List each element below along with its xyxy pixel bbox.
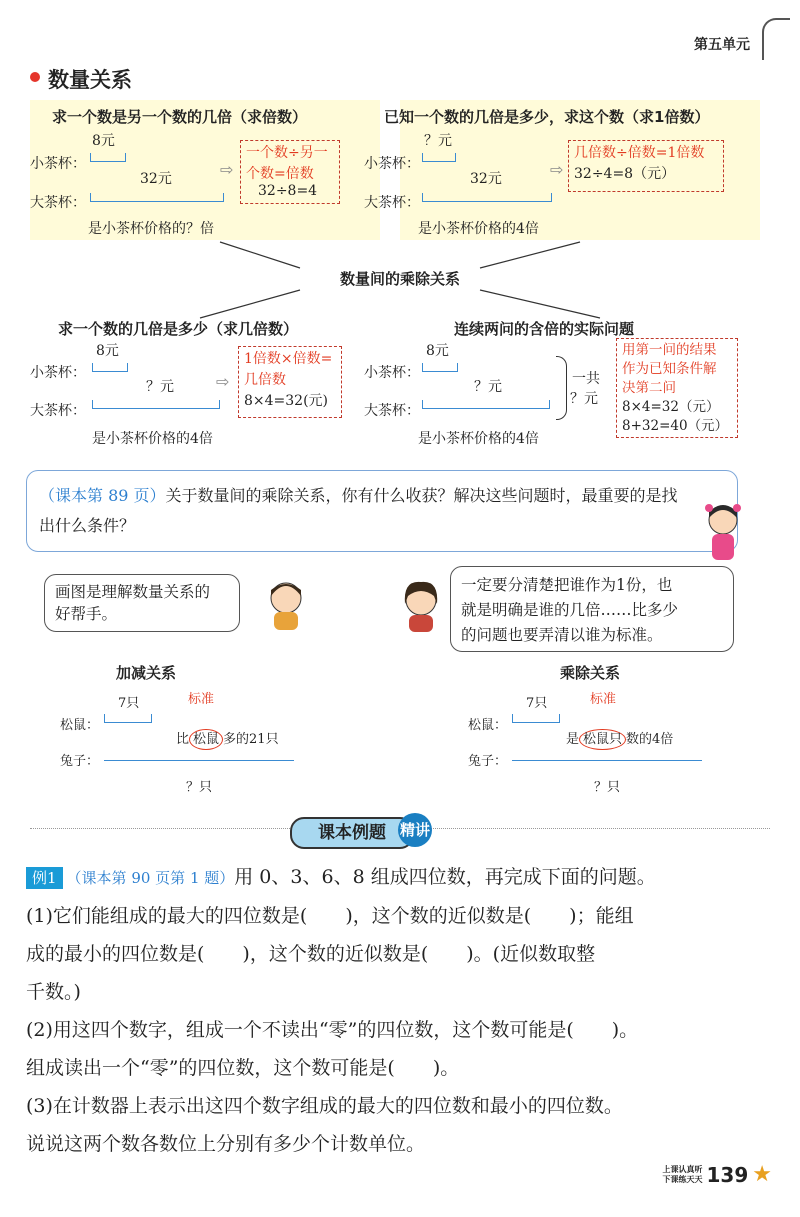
- bottom-right-title: 连续两问的含倍的实际问题: [454, 320, 635, 338]
- add-sub-squirrel-label: 松鼠：: [60, 718, 100, 733]
- bottom-left-title: 求一个数的几倍是多少（求几倍数）: [58, 320, 299, 338]
- mul-div-squirrel-bar: [512, 714, 560, 723]
- footer: [663, 1162, 772, 1187]
- top-left-title: 求一个数是另一个数的几倍（求倍数）: [52, 108, 308, 126]
- add-sub-squirrel-value: 7只: [118, 696, 140, 711]
- bottom-left-big-label: 大茶杯：: [30, 403, 86, 419]
- formula-line: 几倍数: [244, 372, 286, 388]
- top-left-big-bar: [90, 193, 224, 202]
- add-sub-rabbit-bar: [104, 760, 294, 761]
- bottom-left-small-bar: [92, 363, 128, 372]
- top-right-big-bar: [422, 193, 552, 202]
- girl-speech-bubble: [450, 566, 734, 652]
- example-line: 说说这两个数各数位上分别有多少个计数单位。: [26, 1133, 426, 1155]
- bottom-right-small-label: 小茶杯：: [364, 365, 420, 381]
- bottom-left-small-label: 小茶杯：: [30, 365, 86, 381]
- mul-div-compare: [566, 728, 673, 747]
- top-right-big-label: 大茶杯：: [364, 195, 420, 211]
- boy-speech-bubble: [44, 574, 240, 632]
- compare-text: 多的21只: [223, 732, 279, 747]
- top-right-small-label: 小茶杯：: [364, 156, 420, 172]
- compare-circle: 松鼠: [189, 729, 223, 750]
- bottom-left-caption: 是小茶杯价格的4倍: [92, 431, 213, 447]
- page-corner-decoration: [762, 18, 790, 60]
- bubble-line: 就是明确是谁的几倍……比多少: [461, 601, 679, 619]
- bottom-left-small-value: 8元: [96, 343, 119, 359]
- star-icon: ★: [752, 1162, 772, 1187]
- bottom-left-formula-box: [238, 346, 342, 418]
- top-right-small-bar: [422, 153, 456, 162]
- add-sub-standard: 标准: [188, 692, 215, 707]
- bottom-right-big-label: 大茶杯：: [364, 403, 420, 419]
- example-text: 用 0、3、6、8 组成四位数，再完成下面的问题。: [234, 866, 656, 888]
- mul-div-rabbit-label: 兔子：: [468, 754, 508, 769]
- bottom-right-big-value: ？元: [474, 379, 502, 395]
- mul-div-squirrel-label: 松鼠：: [468, 718, 508, 733]
- example-line: 组成读出一个“零”的四位数，这个数可能是( )。: [26, 1057, 460, 1079]
- example-line: (2)用这四个数字，组成一个不读出“零”的四位数，这个数可能是( )。: [26, 1019, 639, 1041]
- question-line: [39, 481, 725, 511]
- question-ref: （课本第 89 页）: [39, 486, 166, 505]
- add-sub-title: 加减关系: [116, 664, 177, 682]
- add-sub-squirrel-bar: [104, 714, 152, 723]
- mul-div-title: 乘除关系: [560, 664, 621, 682]
- arrow-icon: ⇨: [550, 160, 564, 179]
- example-line: 成的最小的四位数是( )，这个数的近似数是( )。(近似数取整: [26, 943, 596, 965]
- bottom-left-big-bar: [92, 400, 220, 409]
- compare-text: 是: [566, 732, 580, 747]
- total-value: ？元: [570, 391, 598, 407]
- bubble-line: 的问题也要弄清以谁为标准。: [461, 626, 663, 644]
- arrow-icon: ⇨: [220, 160, 234, 179]
- add-sub-compare: [176, 728, 279, 747]
- top-left-equation: 32÷8=4: [258, 183, 318, 199]
- top-right-big-value: 32元: [470, 171, 502, 187]
- formula-line: 32÷4=8（元）: [574, 166, 676, 182]
- formula-line: 8+32=40（元）: [622, 418, 729, 434]
- formula-line: 一个数÷另一: [246, 145, 328, 161]
- top-right-title: 已知一个数的几倍是多少，求这个数（求1倍数）: [384, 108, 710, 126]
- top-left-small-label: 小茶杯：: [30, 156, 86, 172]
- question-text: 关于数量间的乘除关系，你有什么收获？解决这些问题时，最重要的是找: [165, 486, 678, 505]
- add-sub-rabbit-value: ？只: [186, 780, 213, 795]
- formula-line: 作为已知条件解: [622, 361, 717, 377]
- mul-div-rabbit-value: ？只: [594, 780, 621, 795]
- footer-slogan: [663, 1165, 703, 1185]
- compare-text: 比: [176, 732, 190, 747]
- bottom-left-big-value: ？元: [146, 379, 174, 395]
- example-tag: 例1: [26, 867, 63, 889]
- example-line: (3)在计数器上表示出这四个数字组成的最大的四位数和最小的四位数。: [26, 1095, 623, 1117]
- example-ref: （课本第 90 页第 1 题）: [66, 869, 235, 887]
- banner-badge: 精讲: [398, 813, 432, 847]
- top-right-formula-box: [568, 140, 724, 192]
- bubble-line: 一定要分清楚把谁作为1份，也: [461, 576, 673, 594]
- bottom-right-caption: 是小茶杯价格的4倍: [418, 431, 539, 447]
- bottom-right-big-bar: [422, 400, 550, 409]
- total-label: 一共: [572, 371, 600, 387]
- question-bubble: [26, 470, 738, 552]
- top-left-big-value: 32元: [140, 171, 172, 187]
- boy-avatar: [262, 576, 310, 632]
- bottom-right-formula-box: [616, 338, 738, 438]
- unit-label: 第五单元: [694, 37, 750, 53]
- formula-line: 个数=倍数: [246, 166, 314, 182]
- girl-avatar: [398, 578, 444, 634]
- compare-text: 数的4倍: [626, 732, 674, 747]
- banner-text: 课本例题: [290, 817, 414, 849]
- total-brace: [556, 356, 567, 420]
- mul-div-standard: 标准: [590, 692, 617, 707]
- example-line: (1)它们能组成的最大的四位数是( )，这个数的近似数是( )；能组: [26, 905, 634, 927]
- bubble-line: 好帮手。: [55, 605, 118, 623]
- example-line: [26, 858, 770, 897]
- center-title: 数量间的乘除关系: [339, 270, 460, 288]
- section-title: 数量关系: [48, 68, 132, 92]
- example-line: 千数。): [26, 981, 81, 1003]
- top-right-caption: 是小茶杯价格的4倍: [418, 221, 539, 237]
- section-bullet-icon: [30, 72, 40, 82]
- question-line: 出什么条件？: [39, 516, 136, 535]
- bubble-line: 画图是理解数量关系的: [55, 583, 211, 601]
- girl-avatar: [700, 500, 746, 564]
- slogan-line: 下课练天天: [662, 1174, 703, 1184]
- formula-line: 1倍数×倍数=: [244, 351, 333, 367]
- page-number: 139: [706, 1162, 749, 1187]
- section-banner: [290, 813, 468, 849]
- bottom-right-small-bar: [422, 363, 458, 372]
- compare-circle: 松鼠只: [579, 729, 626, 750]
- formula-line: 用第一问的结果: [622, 342, 717, 358]
- top-left-small-bar: [90, 153, 126, 162]
- formula-line: 决第二问: [622, 380, 676, 396]
- example-block: [26, 858, 770, 1163]
- slogan-line: 上课认真听: [662, 1164, 703, 1174]
- add-sub-rabbit-label: 兔子：: [60, 754, 100, 769]
- mul-div-rabbit-bar: [512, 760, 702, 761]
- arrow-icon: ⇨: [216, 372, 230, 391]
- top-left-big-label: 大茶杯：: [30, 195, 86, 211]
- top-right-small-value: ？元: [424, 133, 452, 149]
- bottom-right-small-value: 8元: [426, 343, 449, 359]
- top-left-caption: 是小茶杯价格的？倍: [88, 221, 214, 237]
- formula-line: 8×4=32(元): [244, 393, 329, 409]
- mul-div-squirrel-value: 7只: [526, 696, 548, 711]
- formula-line: 8×4=32（元）: [622, 399, 720, 415]
- top-left-small-value: 8元: [92, 133, 115, 149]
- formula-line: 几倍数÷倍数=1倍数: [574, 145, 705, 161]
